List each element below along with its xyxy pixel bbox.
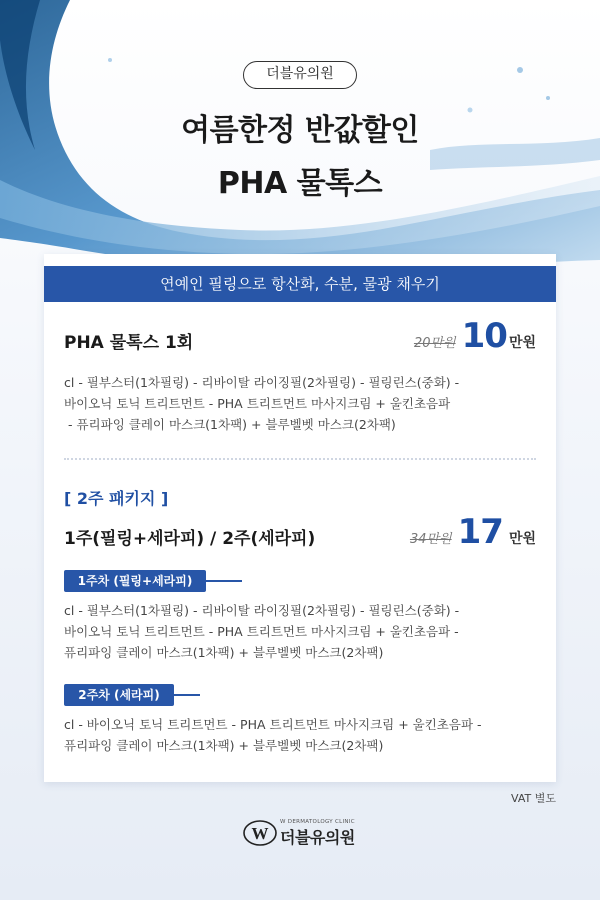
week1-desc-line: 바이오닉 토닉 트리트먼트 - PHA 트리트먼트 마사지크림 + 울킨초음파 - <box>64 624 459 639</box>
logo-subtitle: W DERMATOLOGY CLINIC <box>280 818 355 825</box>
single-item-name: PHA 물톡스 1회 <box>64 333 194 353</box>
vat-note: VAT 별도 <box>511 792 556 805</box>
week2-description <box>64 714 536 756</box>
package-item-row <box>64 514 536 554</box>
w-logo-icon <box>242 818 278 848</box>
package-old-price: 34만원 <box>409 532 452 547</box>
single-old-price: 20만원 <box>413 336 456 351</box>
package-label: [ 2주 패키지 ] <box>64 489 169 508</box>
title-line-1: 여름한정 반값할인 <box>181 113 419 148</box>
single-description <box>64 372 536 435</box>
single-price-unit: 만원 <box>508 335 536 351</box>
single-desc-line: - 퓨리파잉 클레이 마스크(1차팩) + 블루벨벳 마스크(2차팩) <box>68 417 396 432</box>
week2-tag: 2주차 (세라피) <box>64 684 174 706</box>
section-divider <box>64 458 536 460</box>
single-price <box>414 316 536 356</box>
week2-tag-line <box>174 694 200 696</box>
logo-wordmark: 더블유의원 <box>280 827 355 847</box>
package-item-name: 1주(필링+세라피) / 2주(세라피) <box>64 529 316 549</box>
card-banner: 연예인 필링으로 항산화, 수분, 물광 채우기 <box>44 266 556 302</box>
footer-logo <box>242 818 355 848</box>
week1-tag-line <box>206 580 242 582</box>
clinic-name-pill: 더블유의원 <box>243 61 357 89</box>
single-new-price: 10 <box>461 316 507 356</box>
week1-tag: 1주차 (필링+세라피) <box>64 570 206 592</box>
package-price-unit: 만원 <box>508 531 536 547</box>
svg-text:W: W <box>251 824 269 843</box>
package-new-price: 17 <box>457 512 503 552</box>
week1-desc-line: cl - 필부스터(1차필링) - 리바이탈 라이징필(2차필링) - 필링린스(중화) - <box>64 603 460 618</box>
title-line-2: PHA 물톡스 <box>217 166 383 201</box>
price-card <box>44 254 556 782</box>
single-item-row <box>64 316 536 362</box>
week1-description <box>64 600 536 663</box>
package-price <box>410 512 536 552</box>
single-desc-line: cl - 필부스터(1차필링) - 리바이탈 라이징필(2차필링) - 필링린스(중화) - <box>64 375 460 390</box>
week2-desc-line: cl - 바이오닉 토닉 트리트먼트 - PHA 트리트먼트 마사지크림 + 울킨초음파 - <box>64 717 482 732</box>
week2-desc-line: 퓨리파잉 클레이 마스크(1차팩) + 블루벨벳 마스크(2차팩) <box>64 738 384 753</box>
week1-desc-line: 퓨리파잉 클레이 마스크(1차팩) + 블루벨벳 마스크(2차팩) <box>64 645 384 660</box>
single-desc-line: 바이오닉 토닉 트리트먼트 - PHA 트리트먼트 마사지크림 + 울킨초음파 <box>64 396 451 411</box>
